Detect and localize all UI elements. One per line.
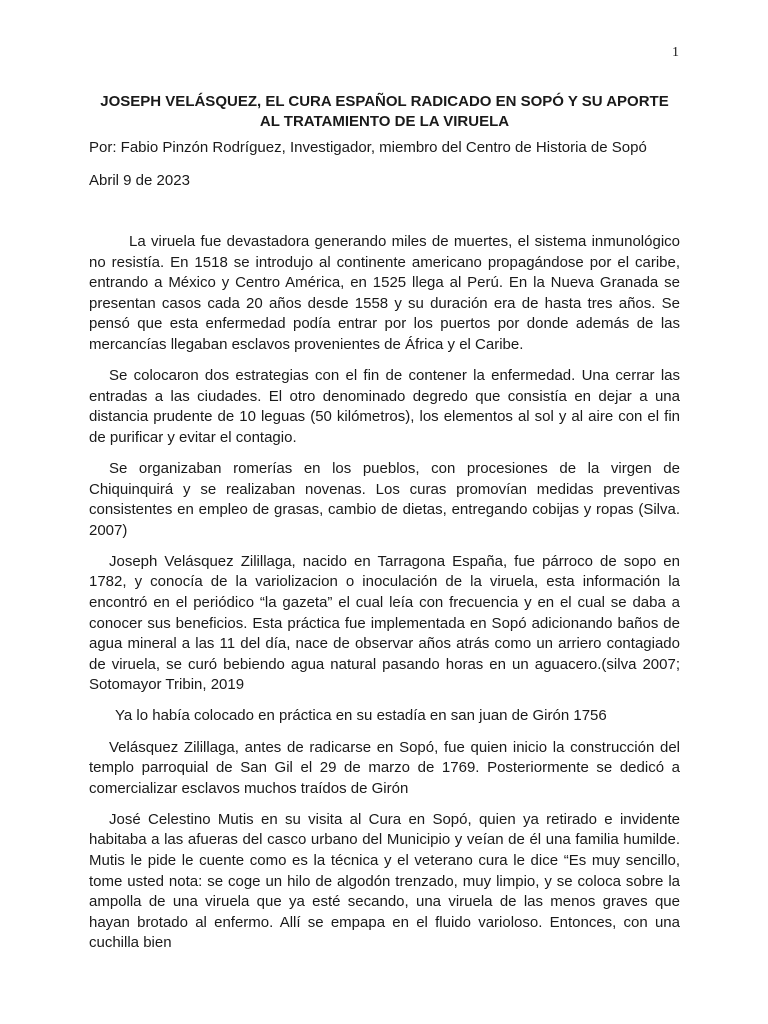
title-line-1: JOSEPH VELÁSQUEZ, EL CURA ESPAÑOL RADICADO EN SOPÓ Y SU APORTE — [100, 93, 669, 110]
paragraph: Joseph Velásquez Zilillaga, nacido en Tarragona España, fue párroco de sopo en 1782, y conocía de la variolizacion o inoculación de la viruela, esta información la encontró en el periódico “la gazeta” el cual leía con frecuencia y en el cual se daba a conocer sus beneficios. Esta práctica fue implementada en Sopó adicionando baños de agua mineral a las 11 del día, nace de observar años atrás como un arriero contagiado de viruela, se curó bebiendo agua natural pasando horas en un aguacero.(silva 2007; Sotomayor Tribin, 2019 — [89, 552, 680, 694]
paragraph: Ya lo había colocado en práctica en su estadía en san juan de Girón 1756 — [115, 707, 607, 725]
paragraph: La viruela fue devastadora generando miles de muertes, el sistema inmunológico no resistía. En 1518 se introdujo al continente americano propagándose por el caribe, entrando a México y Centro América, en 1525 llega al Perú. En la Nueva Granada se presentan casos cada 20 años desde 1558 y su duración era de hasta tres años. Se pensó que esta enfermedad podía entrar por los puertos por donde además de las mercancías llegaban esclavos provenientes de África y el Caribe. — [89, 233, 680, 353]
title-line-2: AL TRATAMIENTO DE LA VIRUELA — [259, 113, 510, 130]
paragraph: Se organizaban romerías en los pueblos, con procesiones de la virgen de Chiquinquirá y se realizaban novenas. Los curas promovían medidas preventivas consistentes en empleo de grasas, cambio de dietas, entregando cobijas y ropas (Silva. 2007) — [89, 459, 680, 539]
date: Abril 9 de 2023 — [89, 172, 190, 189]
page-number: 1 — [672, 45, 679, 60]
paragraph: José Celestino Mutis en su visita al Cura en Sopó, quien ya retirado e invidente habitaba a las afueras del casco urbano del Municipio y veían de él una familia humilde. Mutis le pide le cuente como es la técnica y el veterano cura le dice “Es muy sencillo, tome usted nota: se coge un hilo de algodón trenzado, muy limpio, y se coloca sobre la ampolla de una viruela que ya esté secando, una viruela de las menos graves que hayan brotado al enfermo. Allí se empapa en el fluido varioloso. Entonces, con una cuchilla bien — [89, 810, 680, 952]
document — [89, 92, 680, 965]
byline: Por: Fabio Pinzón Rodríguez, Investigador, miembro del Centro de Historia de Sopó — [89, 139, 647, 156]
body-text — [89, 232, 680, 954]
paragraph: Se colocaron dos estrategias con el fin de contener la enfermedad. Una cerrar las entradas a las ciudades. El otro denominado degredo que consistía en dejar a una distancia prudente de 10 leguas (50 kilómetros), los elementos al sol y al aire con el fin de purificar y evitar el contagio. — [89, 367, 680, 446]
document-title — [89, 92, 680, 132]
paragraph: Velásquez Zilillaga, antes de radicarse en Sopó, fue quien inicio la construcción del templo parroquial de San Gil el 29 de marzo de 1769. Posteriormente se dedicó a comercializar esclavos muchos traídos de Girón — [89, 738, 680, 797]
